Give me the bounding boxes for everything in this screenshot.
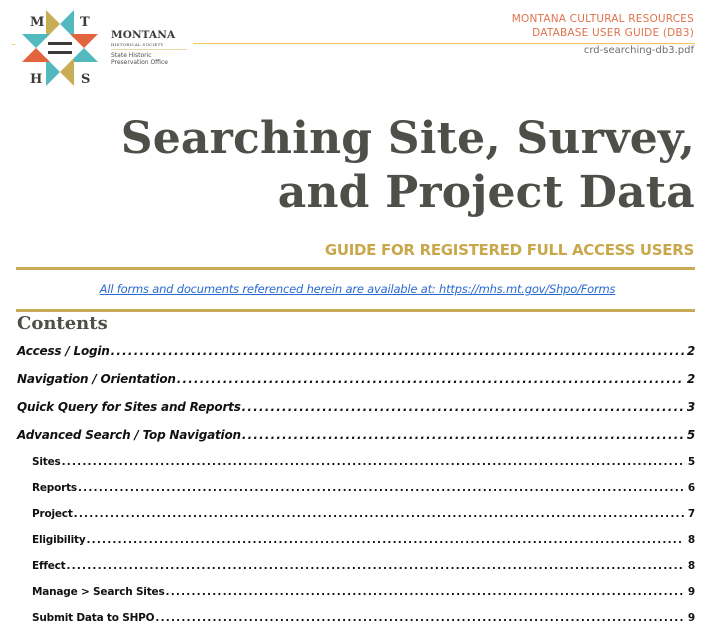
toc-item-quick-query[interactable] (17, 400, 695, 428)
toc-item-page: 9 (687, 612, 695, 624)
toc-leader-dots (66, 560, 684, 572)
toc-item-reports[interactable] (17, 482, 695, 508)
toc-leader-dots (111, 344, 684, 358)
logo-letter-t: T (80, 15, 90, 30)
org-name: MONTANA (111, 29, 176, 41)
doc-series-label (512, 12, 694, 40)
toc-item-access-login[interactable] (17, 344, 695, 372)
mths-logo (18, 6, 102, 90)
toc-item-page: 8 (687, 560, 695, 572)
toc-item-page: 5 (687, 456, 695, 468)
header-divider (193, 43, 695, 44)
toc-item-label: Effect (32, 560, 66, 572)
toc-item-label: Reports (32, 482, 77, 494)
logo-letter-h: H (30, 72, 43, 87)
toc-item-label: Submit Data to SHPO (32, 612, 155, 624)
toc-item-page: 9 (687, 586, 695, 598)
toc-leader-dots (74, 508, 684, 520)
toc-leader-dots (155, 612, 684, 624)
toc-item-label: Access / Login (17, 344, 110, 358)
toc-item-label: Navigation / Orientation (17, 372, 176, 386)
toc-item-label: Quick Query for Sites and Reports (17, 400, 241, 414)
toc-item-submit-data[interactable] (17, 612, 695, 638)
doc-filename: crd-searching-db3.pdf (583, 45, 694, 56)
org-office-line1: State Historic (111, 52, 152, 59)
toc-item-manage-search-sites[interactable] (17, 586, 695, 612)
doc-series-line1: MONTANA CULTURAL RESOURCES (511, 13, 694, 25)
toc-item-project[interactable] (17, 508, 695, 534)
toc-item-page: 3 (686, 400, 695, 414)
logo-letter-s: S (81, 72, 91, 87)
toc-leader-dots (78, 482, 684, 494)
toc-item-advanced-search[interactable] (17, 428, 695, 456)
org-divider (111, 49, 187, 50)
toc-leader-dots (166, 586, 685, 598)
contents-heading: Contents (17, 313, 108, 334)
toc-item-label: Sites (32, 456, 61, 468)
toc-item-label: Eligibility (32, 534, 86, 546)
toc-item-sites[interactable] (17, 456, 695, 482)
doc-series-line2: DATABASE USER GUIDE (DB3) (532, 27, 694, 39)
toc-leader-dots (177, 372, 684, 386)
table-of-contents (17, 344, 695, 638)
page-title (121, 112, 695, 220)
forms-link[interactable]: All forms and documents referenced herein are available at: https://mhs.mt.gov/Shpo/Forms (99, 282, 616, 296)
gold-divider-top (16, 267, 695, 270)
toc-leader-dots (242, 400, 684, 414)
mths-star-logo-icon (18, 6, 102, 90)
toc-item-page: 2 (686, 344, 695, 358)
toc-leader-dots (62, 456, 684, 468)
toc-leader-dots (242, 428, 684, 442)
toc-item-label: Manage > Search Sites (32, 586, 165, 598)
toc-item-page: 8 (687, 534, 695, 546)
toc-item-page: 5 (686, 428, 695, 442)
page-title-line2: and Project Data (277, 167, 695, 218)
toc-item-navigation-orientation[interactable] (17, 372, 695, 400)
logo-letter-m: M (30, 15, 45, 30)
toc-item-effect[interactable] (17, 560, 695, 586)
toc-item-label: Advanced Search / Top Navigation (17, 428, 241, 442)
gold-divider-bottom (16, 309, 695, 312)
toc-item-page: 6 (687, 482, 695, 494)
toc-item-label: Project (32, 508, 73, 520)
toc-leader-dots (86, 534, 684, 546)
page-title-line1: Searching Site, Survey, (120, 113, 695, 164)
page-subtitle: GUIDE FOR REGISTERED FULL ACCESS USERS (324, 241, 694, 259)
org-block (111, 30, 191, 66)
toc-item-eligibility[interactable] (17, 534, 695, 560)
decorative-dot (12, 44, 15, 45)
toc-item-page: 2 (686, 372, 695, 386)
org-office-line2: Preservation Office (111, 59, 168, 66)
toc-item-page: 7 (687, 508, 695, 520)
org-subtitle: HISTORICAL SOCIETY (111, 42, 164, 47)
